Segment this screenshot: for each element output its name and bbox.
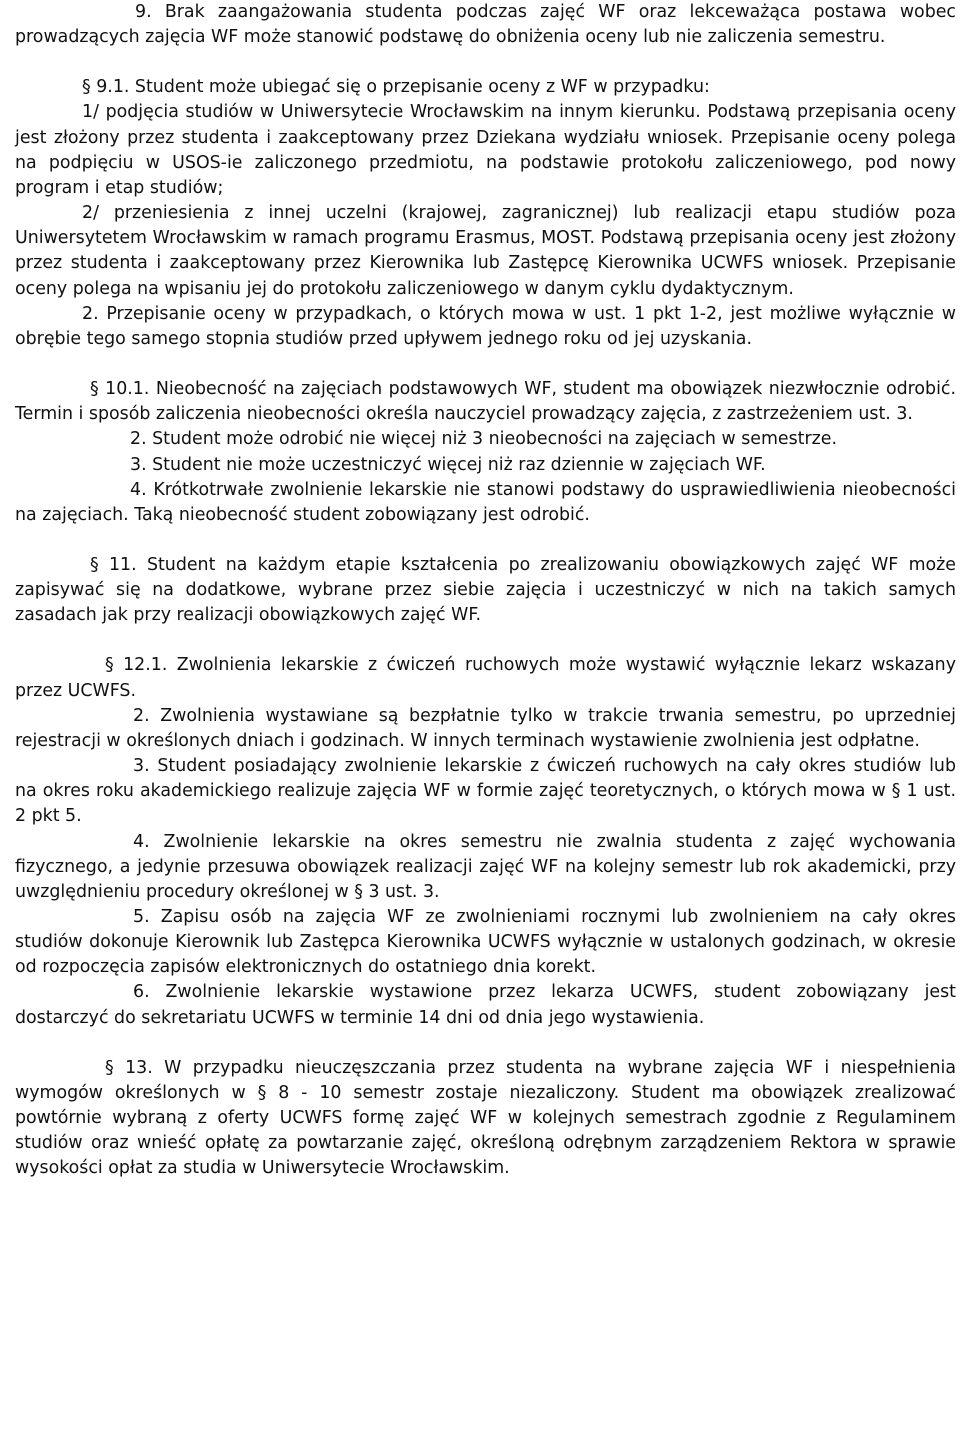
paragraph-9: 9. Brak zaangażowania studenta podczas zajęć WF oraz lekceważąca postawa wobec prowadzących zajęcia WF może stanowić podstawę do obniżenia oceny lub nie zaliczenia semestru. bbox=[15, 2, 956, 48]
paragraph-12-3: 3. Student posiadający zwolnienie lekarskie z ćwiczeń ruchowych na cały okres studiów lub na okres roku akademickiego realizuje zajęcia WF w formie zajęć teoretycznych, o których mowa w § 1 ust. 2 pkt 5. bbox=[15, 756, 956, 827]
spacer bbox=[15, 50, 956, 75]
spacer bbox=[15, 352, 956, 377]
paragraph-12-5: 5. Zapisu osób na zajęcia WF ze zwolnieniami rocznymi lub zwolnieniem na cały okres studiów dokonuje Kierownik lub Zastępca Kierownika UCWFS wyłącznie w ustalonych godzinach, w okresie od rozpoczęcia zapisów elektronicznych do ostatniego dnia korekt. bbox=[15, 907, 956, 978]
paragraph-10-2: 2. Student może odrobić nie więcej niż 3 nieobecności na zajęciach w semestrze. bbox=[130, 429, 838, 450]
paragraph-12-2: 2. Zwolnienia wystawiane są bezpłatnie tylko w trakcie trwania semestru, po uprzedniej rejestracji w określonych dniach i godzinach. W innych terminach wystawienie zwolnienia jest odpłatne. bbox=[15, 705, 956, 751]
spacer bbox=[15, 628, 956, 653]
paragraph-11: § 11. Student na każdym etapie kształcenia po zrealizowaniu obowiązkowych zajęć WF może zapisywać się na dodatkowe, wybrane przez siebie zajęcia i uczestniczyć w nich na takich samych zasadach jak przy realizacji obowiązkowych zajęć WF. bbox=[15, 554, 956, 626]
paragraph-10-3: 3. Student nie może uczestniczyć więcej niż raz dziennie w zajęciach WF. bbox=[130, 454, 766, 475]
paragraph-13: § 13. W przypadku nieuczęszczania przez studenta na wybrane zajęcia WF i niespełnienia wymogów określonych w § 8 - 10 semestr zostaje niezaliczony. Student ma obowiązek zrealizować powtórnie wybraną z oferty UCWFS formę zajęć WF w kolejnych semestrach zgodnie z Regulaminem studiów oraz wnieść opłatę za powtarzanie zajęć, określoną odrębnym zarządzeniem Rektora w sprawie wysokości opłat za studia w Uniwersytecie Wrocławskim. bbox=[15, 1057, 956, 1179]
paragraph-9-1-item-2: 2/ przeniesienia z innej uczelni (krajowej, zagranicznej) lub realizacji etapu studiów poza Uniwersytetem Wrocławskim w ramach programu Erasmus, MOST. Podstawą przepisania oceny jest złożony przez studenta i zaakceptowany przez Kierownika lub Zastępcę Kierownika UCWFS wniosek. Przepisanie oceny polega na wpisaniu jej do protokołu zaliczeniowego w danym cyklu dydaktycznym. bbox=[15, 203, 956, 299]
paragraph-10-1: § 10.1. Nieobecność na zajęciach podstawowych WF, student ma obowiązek niezwłocznie odrobić. Termin i sposób zaliczenia nieobecności określa nauczyciel prowadzący zajęcia, z zastrzeżeniem ust. 3. bbox=[15, 379, 956, 425]
spacer bbox=[15, 528, 956, 553]
paragraph-12-6: 6. Zwolnienie lekarskie wystawione przez lekarza UCWFS, student zobowiązany jest dostarczyć do sekretariatu UCWFS w terminie 14 dni od dnia jego wystawienia. bbox=[15, 982, 956, 1028]
spacer bbox=[15, 1031, 956, 1056]
paragraph-12-4: 4. Zwolnienie lekarskie na okres semestru nie zwalnia studenta z zajęć wychowania fizycznego, a jedynie przesuwa obowiązek realizacji zajęć WF na kolejny semestr lub rok akademicki, przy uwzględnieniu procedury określonej w § 3 ust. 3. bbox=[15, 831, 956, 902]
paragraph-12-1: § 12.1. Zwolnienia lekarskie z ćwiczeń ruchowych może wystawić wyłącznie lekarz wskazany przez UCWFS. bbox=[15, 655, 956, 701]
paragraph-10-4: 4. Krótkotrwałe zwolnienie lekarskie nie stanowi podstawy do usprawiedliwienia nieobecności na zajęciach. Taką nieobecność student zobowiązany jest odrobić. bbox=[15, 479, 956, 525]
paragraph-9-1: § 9.1. Student może ubiegać się o przepisanie oceny z WF w przypadku: bbox=[82, 77, 710, 98]
paragraph-9-2: 2. Przepisanie oceny w przypadkach, o których mowa w ust. 1 pkt 1-2, jest możliwe wyłącznie w obrębie tego samego stopnia studiów przed upływem jednego roku od jej uzyskania. bbox=[15, 303, 956, 349]
paragraph-9-1-item-1: 1/ podjęcia studiów w Uniwersytecie Wrocławskim na innym kierunku. Podstawą przepisania oceny jest złożony przez studenta i zaakceptowany przez Dziekana wydziału wniosek. Przepisanie oceny polega na podpięciu w USOS-ie zaliczonego przedmiotu, na podstawie protokołu zaliczeniowego, pod nowy program i etap studiów; bbox=[15, 102, 956, 198]
